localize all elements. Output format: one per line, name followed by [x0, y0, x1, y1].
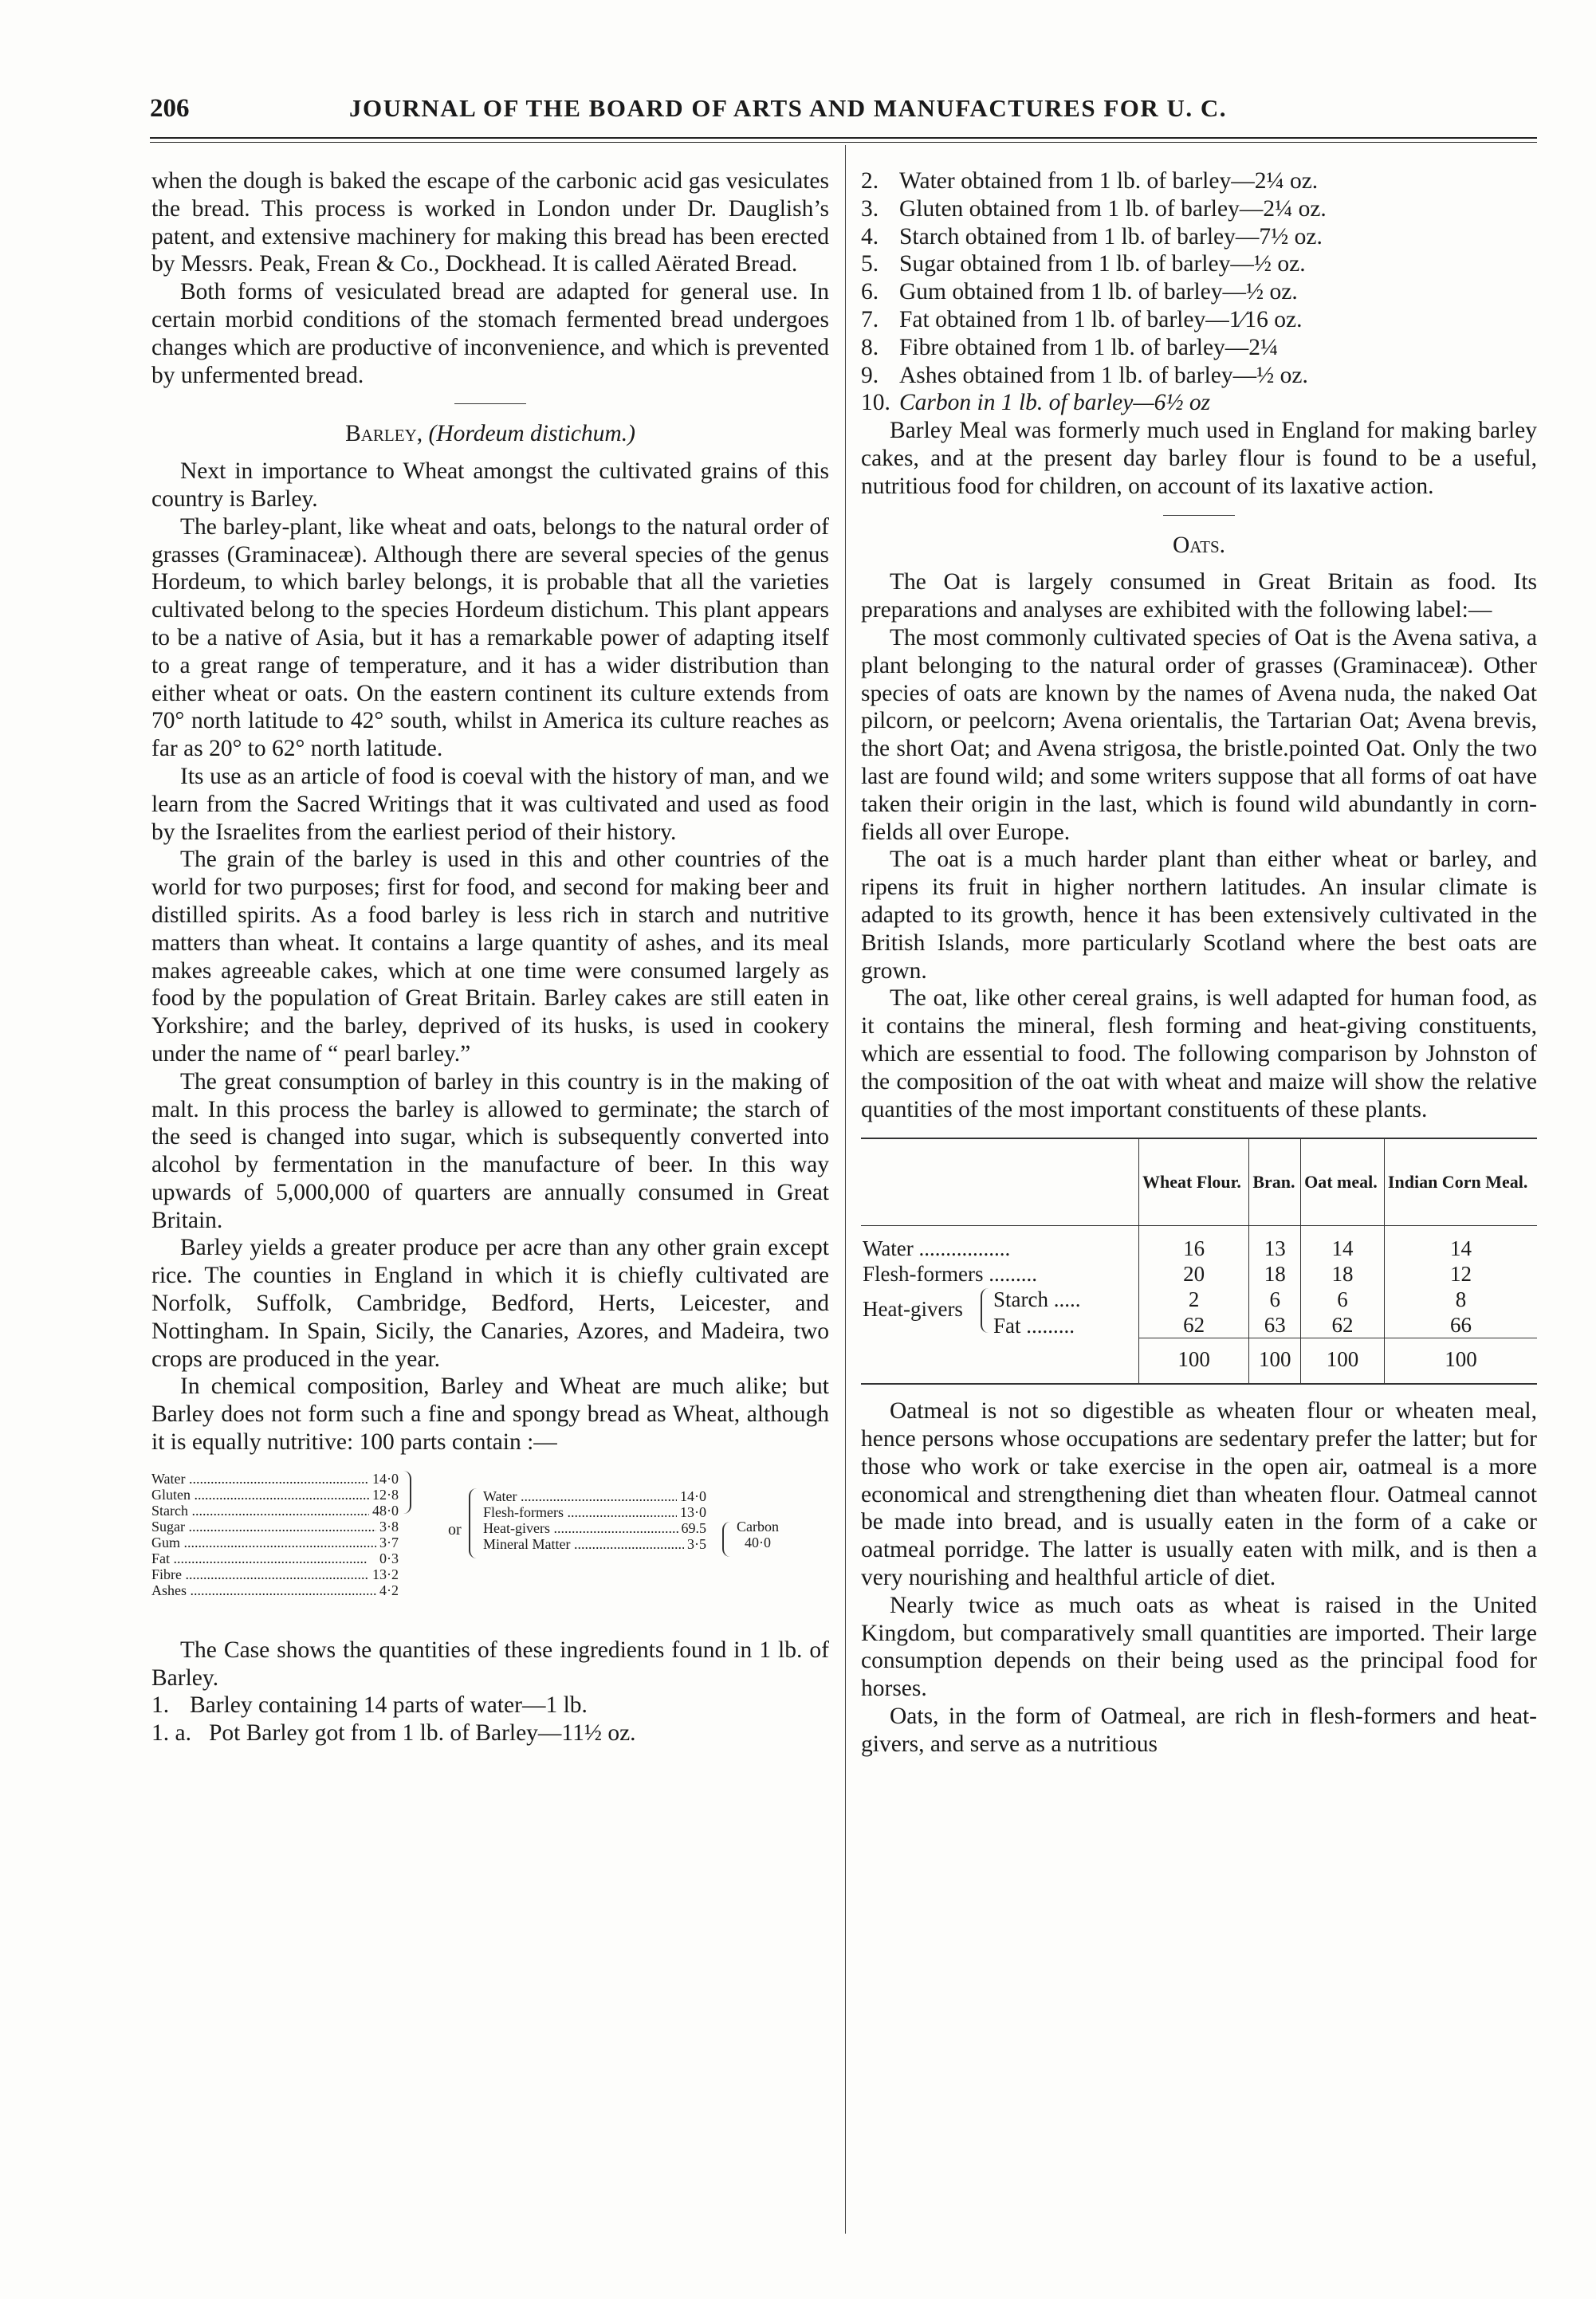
- or-label: or: [448, 1520, 462, 1539]
- table-cell: 8: [1384, 1287, 1537, 1312]
- table-cell: 6: [1301, 1287, 1385, 1312]
- table-cell: 100: [1249, 1338, 1301, 1385]
- composition-comparison-table: [861, 1138, 1537, 1385]
- composition-alt-row: Flesh-formers ..... 13·0: [483, 1504, 706, 1520]
- composition-row: Fibre ..... 13·2: [151, 1566, 399, 1582]
- barley-heading-title: Barley,: [345, 421, 423, 447]
- paragraph-oat-food: The oat, like other cereal grains, is well adapted for human food, as it contains the mineral, flesh forming and heat-giving constituents, which are essential to food. The following comparison by Johnston of the composition of the oat with wheat and maize will show the relative quantities of the most important constituents of these plants.: [861, 985, 1537, 1122]
- table-header-cell: Wheat Flour.: [1139, 1138, 1249, 1226]
- paragraph-oatmeal-digestion: Oatmeal is not so digestible as wheaten flour or wheaten meal, hence persons whose occupations are sedentary prefer the latter; but for those who work or take exercise in the open air, oatmeal is a more economical and strengthening diet than wheaten flour. Oatmeal cannot be made into bread, and is usually eaten in the form of a cake or oatmeal porridge. The latter is usually eaten with milk, and is then a very nourishing and healthful article of diet.: [861, 1398, 1537, 1591]
- list-item: 10. Carbon in 1 lb. of barley—6½ oz: [861, 390, 1211, 416]
- table-cell: 14: [1384, 1226, 1537, 1262]
- composition-row: Gum ..... 3·7: [151, 1535, 399, 1550]
- list-item: 3. Gluten obtained from 1 lb. of barley—2¼ oz.: [861, 195, 1327, 222]
- list-item: 9. Ashes obtained from 1 lb. of barley—½ oz.: [861, 362, 1308, 388]
- table-row: [861, 1287, 1537, 1312]
- barley-heading: [151, 420, 829, 448]
- list-item: 8. Fibre obtained from 1 lb. of barley—2¼: [861, 334, 1279, 360]
- table-cell: 2: [1139, 1287, 1249, 1312]
- composition-alt-list: [483, 1488, 706, 1552]
- table-cell: 100: [1384, 1338, 1537, 1385]
- table-row: [861, 1226, 1537, 1262]
- composition-row: Fat ..... 0·3: [151, 1550, 399, 1566]
- brace: [981, 1288, 990, 1333]
- oats-heading-title: Oats.: [1172, 532, 1226, 558]
- table-cell: 63: [1249, 1312, 1301, 1338]
- list-item: 7. Fat obtained from 1 lb. of barley—1⁄16 oz.: [861, 306, 1303, 332]
- section-rule: [454, 403, 526, 404]
- list-item: 1. Barley containing 14 parts of water—1 lb.: [151, 1692, 588, 1719]
- table-header-row: [861, 1138, 1537, 1226]
- paragraph-barley-uses: The grain of the barley is used in this and other countries of the world for two purposes; first for food, and second for making beer and distilled spirits. As a food barley is less rich in starch and nutritive matters than wheat. It contains a large quantity of ashes, and its meal makes agreeable cakes, which at one time were consumed largely as food by the population of Great Britain. Barley cakes are still eaten in Yorkshire; and the barley, deprived of its husks, is used in cookery under the name of “ pearl barley.”: [151, 847, 829, 1067]
- table-cell: 18: [1301, 1261, 1385, 1287]
- table-total-row: [861, 1338, 1537, 1385]
- brace: [469, 1488, 480, 1558]
- section-rule: [1163, 515, 1235, 516]
- paragraph-barley-yield: Barley yields a greater produce per acre than any other grain except rice. The counties in England in which it is chiefly cultivated are Norfolk, Suffolk, Cambridge, Bedford, Herts, Leicester, and Nottingham. In Spain, Sicily, the Canaries, Azores, and Madeira, two crops are produced in the year.: [151, 1235, 829, 1372]
- composition-row: Starch ..... 48·0: [151, 1503, 399, 1519]
- row-label: Fat .........: [993, 1313, 1075, 1338]
- composition-row: Water ..... 14·0: [151, 1471, 399, 1487]
- barley-quantity-list: [151, 1692, 829, 1747]
- header-rule: [150, 137, 1537, 139]
- brace: [400, 1471, 411, 1514]
- paragraph-barley-plant: The barley-plant, like wheat and oats, belongs to the natural order of grasses (Graminaceæ). Although there are several species of the genus Hordeum, to which barley belongs, it is probable that all the varieties cultivated belong to the species Hordeum distichum. This plant appears to be a native of Asia, but it has a remarkable power of adapting itself to a great range of temperature, and it has a wider distribution than either wheat or oats. On the eastern continent its culture extends from 70° north latitude to 42° south, whilst in America its culture reaches as far as 20° to 62° north latitude.: [151, 513, 829, 762]
- composition-list: [151, 1471, 399, 1598]
- column-divider: [845, 145, 846, 2234]
- row-label: Flesh-formers .........: [863, 1262, 1037, 1287]
- table-header-blank: [861, 1138, 1139, 1226]
- carbon-value: 40·0: [745, 1534, 771, 1550]
- composition-alt-row: Water ..... 14·0: [483, 1488, 706, 1504]
- list-item: 6. Gum obtained from 1 lb. of barley—½ oz.: [861, 279, 1298, 305]
- paragraph-case: The Case shows the quantities of these ingredients found in 1 lb. of Barley.: [151, 1637, 829, 1691]
- list-item: 2. Water obtained from 1 lb. of barley—2¼ oz.: [861, 168, 1319, 194]
- paragraph-barley-malt: The great consumption of barley in this country is in the making of malt. In this process the barley is allowed to germinate; the starch of the seed is changed into sugar, which is subsequently converted into alcohol by fermentation in the manufacture of beer. In this way upwards of 5,000,000 of quarters are annually consumed in Great Britain.: [151, 1068, 829, 1233]
- table-header-cell: Bran.: [1249, 1138, 1301, 1226]
- table-cell: 16: [1139, 1226, 1249, 1262]
- list-item: 4. Starch obtained from 1 lb. of barley—7½ oz.: [861, 223, 1323, 250]
- table-cell: 20: [1139, 1261, 1249, 1287]
- left-column: [151, 167, 829, 1747]
- right-column: [861, 167, 1537, 1759]
- row-label-blank: [861, 1338, 1139, 1385]
- paragraph-oat-climate: The oat is a much harder plant than either wheat or barley, and ripens its fruit in higher northern latitudes. An insular climate is adapted to its growth, hence it has been extensively cultivated in the British Islands, more particularly Scotland where the best oats are grown.: [861, 847, 1537, 984]
- paragraph-vesiculated-bread: Both forms of vesiculated bread are adapted for general use. In certain morbid conditions of the stomach fermented bread undergoes changes which are productive of inconvenience, and which is prevented by unfermented bread.: [151, 279, 829, 388]
- paragraph-oatmeal-nutrition: Oats, in the form of Oatmeal, are rich in flesh-formers and heat-givers, and serve as a nutritious: [861, 1704, 1537, 1757]
- table-cell: 18: [1249, 1261, 1301, 1287]
- header-rule-thin: [150, 142, 1537, 143]
- carbon-note: [737, 1519, 779, 1550]
- page-number: 206: [150, 94, 190, 123]
- paragraph-oat-consumption: The Oat is largely consumed in Great Britain as food. Its preparations and analyses are exhibited with the following label:—: [861, 569, 1537, 623]
- row-label: Heat-givers Starch .....: [861, 1287, 1139, 1312]
- composition-alt-row: Heat-givers ..... 69.5: [483, 1520, 706, 1536]
- page-header: [150, 94, 1537, 139]
- list-item: 1. a. Pot Barley got from 1 lb. of Barley—11½ oz.: [151, 1720, 636, 1747]
- table-cell: 100: [1301, 1338, 1385, 1385]
- table-cell: 62: [1139, 1312, 1249, 1338]
- group-label: Heat-givers: [863, 1297, 963, 1322]
- paragraph-aerated-bread: when the dough is baked the escape of the carbonic acid gas vesiculates the bread. This process is worked in London under Dr. Dauglish’s patent, and extensive machinery for making this bread has been erected by Messrs. Peak, Frean & Co., Dockhead. It is called Aërated Bread.: [151, 168, 829, 277]
- table-cell: 12: [1384, 1261, 1537, 1287]
- paragraph-barley-importance: Next in importance to Wheat amongst the cultivated grains of this country is Barley.: [151, 458, 829, 512]
- composition-row: Sugar ..... 3·8: [151, 1519, 399, 1535]
- list-item: 5. Sugar obtained from 1 lb. of barley—½ oz.: [861, 251, 1306, 277]
- composition-alt-row: Mineral Matter ..... 3·5: [483, 1536, 706, 1552]
- paragraph-oat-species: The most commonly cultivated species of Oat is the Avena sativa, a plant belonging to the natural order of grasses (Graminaceæ). Other species of oats are known by the names of Avena nuda, the naked Oat pilcorn, or peelcorn; Avena orientalis, the Tartarian Oat; Avena brevis, the short Oat; and Avena strigosa, the bristle.pointed Oat. Only the two last are found wild; and some writers suppose that all forms of oat have taken their origin in the last, which is found wild abundantly in corn-fields all over Europe.: [861, 624, 1537, 845]
- brace: [722, 1522, 732, 1557]
- table-row: [861, 1261, 1537, 1287]
- carbon-label: Carbon: [737, 1518, 779, 1535]
- paragraph-barley-composition: In chemical composition, Barley and Wheat are much alike; but Barley does not form such a fine and spongy bread as Wheat, although it is equally nutritive: 100 parts contain :—: [151, 1374, 829, 1456]
- table-cell: 62: [1301, 1312, 1385, 1338]
- paragraph-oat-production: Nearly twice as much oats as wheat is raised in the United Kingdom, but comparatively small quantities are imported. Their large consumption depends on their being used as the principal food for horses.: [861, 1592, 1537, 1702]
- barley-quantity-list-continued: [861, 167, 1537, 417]
- table-header-cell: Indian Corn Meal.: [1384, 1138, 1537, 1226]
- table-cell: 13: [1249, 1226, 1301, 1262]
- barley-composition-block: [151, 1471, 829, 1627]
- table-cell: 6: [1249, 1287, 1301, 1312]
- journal-title: JOURNAL OF THE BOARD OF ARTS AND MANUFACTURES FOR U. C.: [349, 94, 1228, 122]
- barley-heading-latin: (Hordeum distichum.): [428, 421, 635, 447]
- table-cell: 14: [1301, 1226, 1385, 1262]
- row-label: Water .................: [863, 1236, 1011, 1261]
- composition-row: Gluten ..... 12·8: [151, 1487, 399, 1503]
- table-cell: 100: [1139, 1338, 1249, 1385]
- oats-heading: [861, 532, 1537, 560]
- paragraph-barley-meal: Barley Meal was formerly much used in England for making barley cakes, and at the present day barley flour is found to be a useful, nutritious food for children, on account of its laxative action.: [861, 418, 1537, 499]
- composition-row: Ashes ..... 4·2: [151, 1582, 399, 1598]
- paragraph-barley-history: Its use as an article of food is coeval with the history of man, and we learn from the Sacred Writings that it was cultivated and used as food by the Israelites from the earliest period of their history.: [151, 763, 829, 845]
- table-cell: 66: [1384, 1312, 1537, 1338]
- table-header-cell: Oat meal.: [1301, 1138, 1385, 1226]
